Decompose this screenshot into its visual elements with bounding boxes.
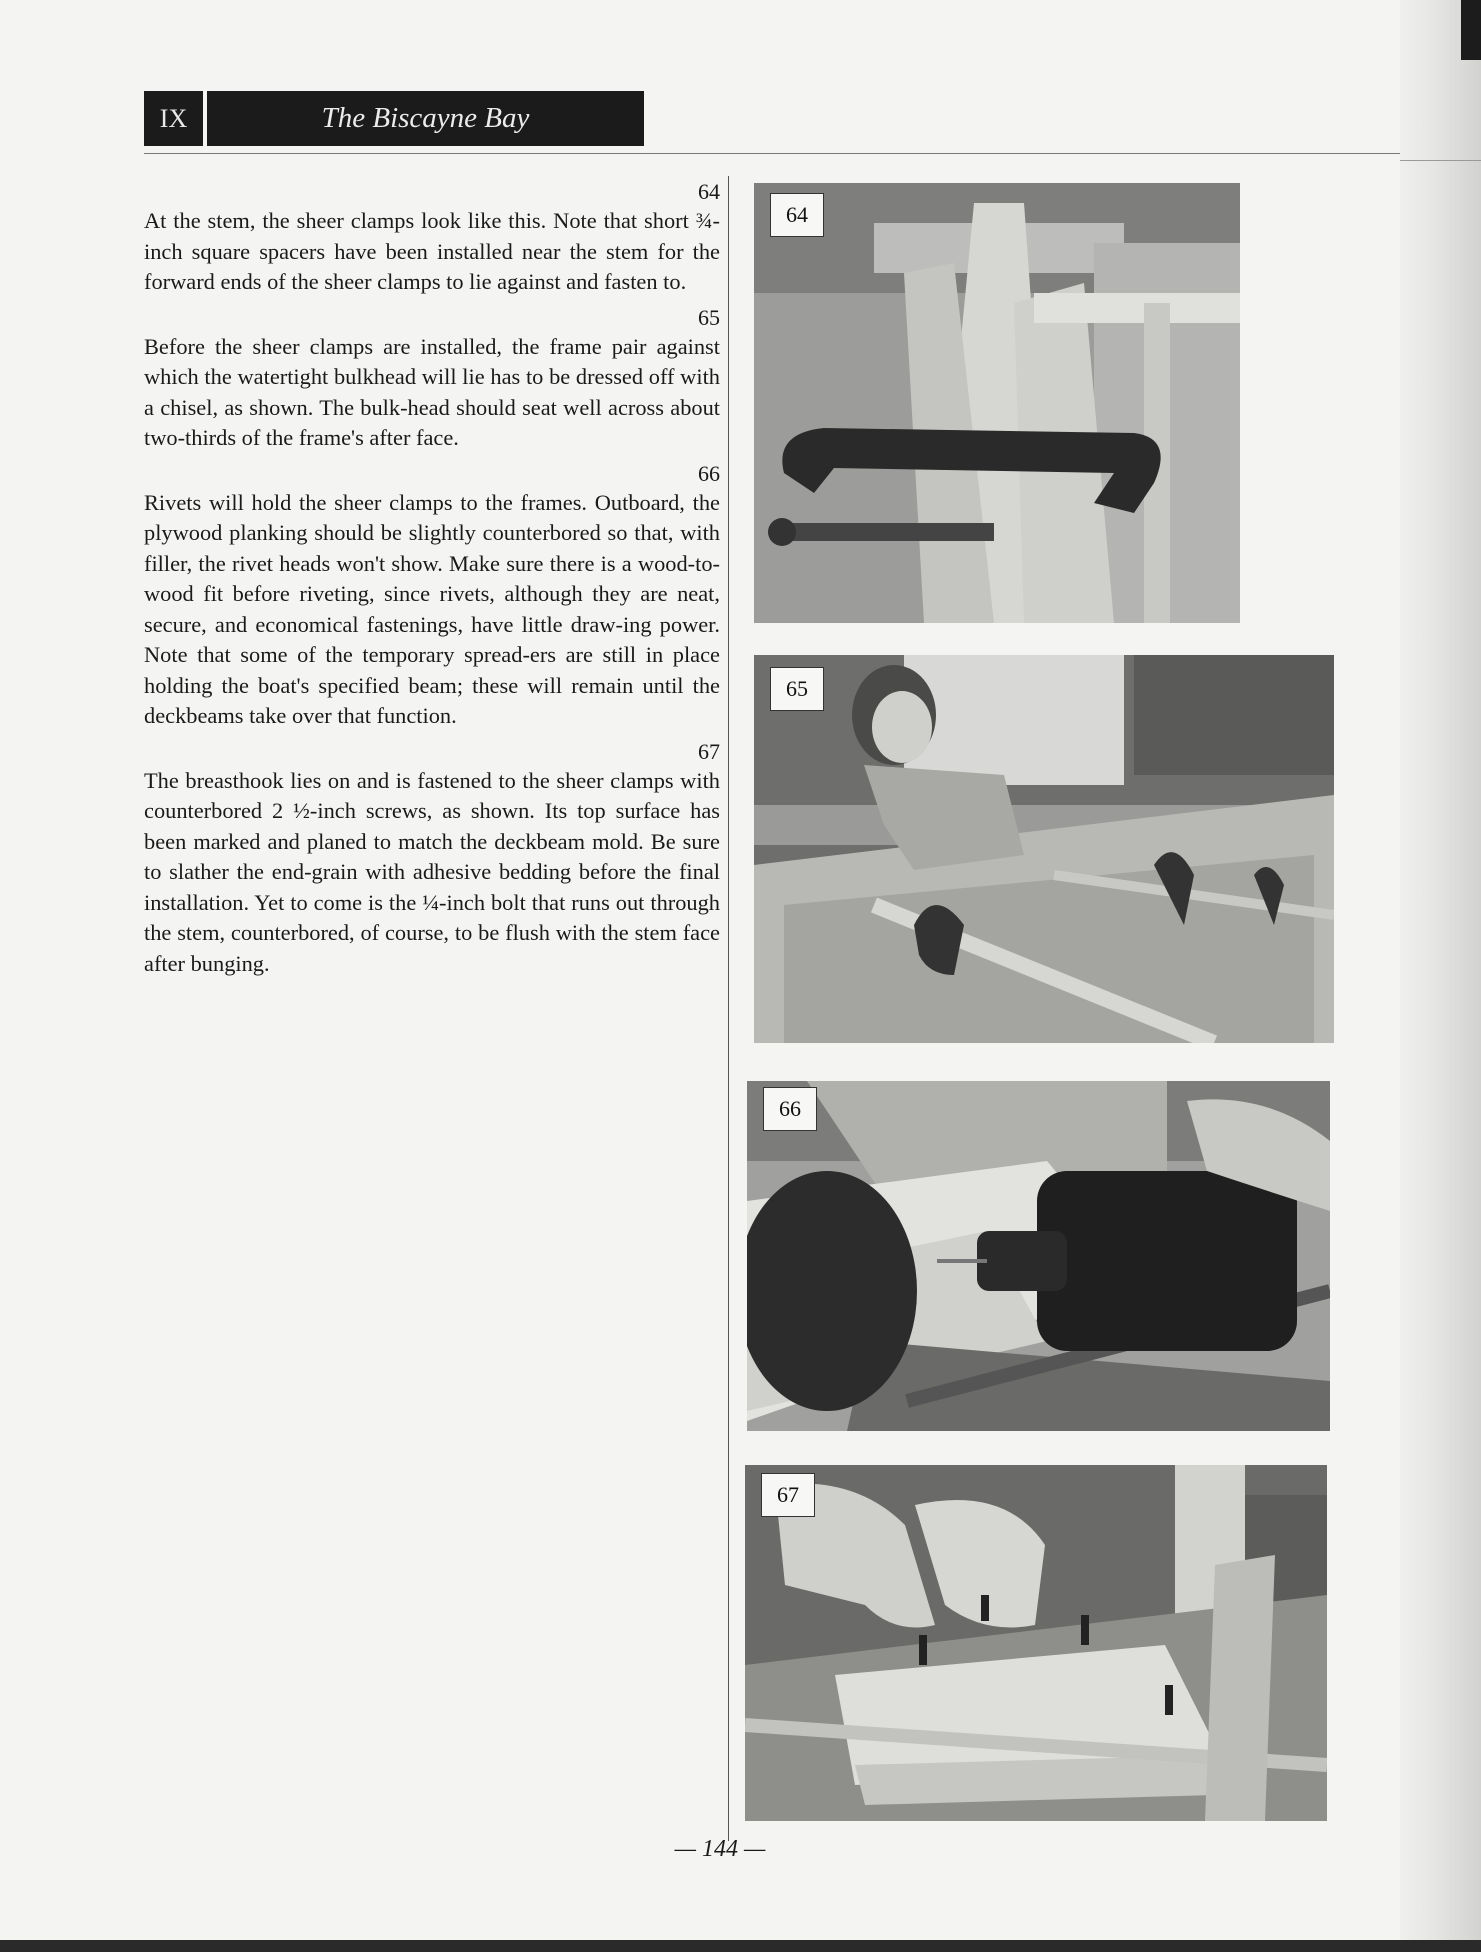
paragraph-number: 65	[698, 304, 720, 330]
text-column	[144, 178, 720, 985]
paragraph-text: Before the sheer clamps are installed, the frame pair against which the watertight bulkhead will lie has to be dressed off with a chisel, as shown. The bulk-head should seat well across about two-thirds of the frame's after face.	[144, 333, 720, 450]
photo-label: 66	[763, 1087, 817, 1131]
running-title-box	[207, 91, 644, 146]
paragraph-66	[144, 460, 720, 732]
photo-label: 65	[770, 667, 824, 711]
photo-64-illustration	[754, 183, 1240, 623]
column-divider	[728, 176, 729, 1841]
photo-67-illustration	[745, 1465, 1327, 1821]
paragraph-65	[144, 304, 720, 454]
chapter-number-box	[144, 91, 203, 146]
photo-64-stem-clamp	[754, 183, 1240, 623]
paragraph-number: 64	[698, 179, 720, 204]
running-title: The Biscayne Bay	[321, 102, 530, 134]
paragraph-64	[144, 178, 720, 298]
photo-65-chiseling-frame	[754, 655, 1334, 1043]
paragraph-number: 67	[698, 738, 720, 764]
paragraph-67	[144, 738, 720, 980]
photo-67-breasthook	[745, 1465, 1327, 1821]
paragraph-text: The breasthook lies on and is fastened to the sheer clamps with counterbored 2 ½-inch screws, as shown. Its top surface has been marked and planed to match the deckbeam mold. Be sure to slather the end-grain with adhesive bedding before the final installation. Yet to come is the ¼-inch bolt that runs out through the stem, counterbored, of course, to be flush with the stem face after bunging.	[144, 767, 720, 976]
paragraph-text: Rivets will hold the sheer clamps to the frames. Outboard, the plywood planking should be slightly counterbored so that, with filler, the rivet heads won't show. Make sure there is a wood-to-wood fit before riveting, since rivets, although they are neat, secure, and economical fastenings, have little draw-ing power. Note that some of the temporary spread-ers are still in place holding the boat's specified beam; these will remain until the deckbeams take over that function.	[144, 489, 720, 728]
paragraph-number: 66	[698, 460, 720, 486]
page-number: — 144 —	[674, 1836, 766, 1862]
photo-label: 64	[770, 193, 824, 237]
photo-label: 67	[761, 1473, 815, 1517]
photo-65-illustration	[754, 655, 1334, 1043]
scan-edge	[0, 1940, 1481, 1952]
paragraph-text: At the stem, the sheer clamps look like this. Note that short ¾-inch square spacers have been installed near the stem for the forward ends of the sheer clamps to lie against and fasten to.	[144, 208, 720, 294]
header-rule	[144, 153, 1400, 154]
photo-66-drilling-rivets	[747, 1081, 1330, 1431]
chapter-number: IX	[159, 103, 188, 133]
photo-66-illustration	[747, 1081, 1330, 1431]
facing-page-edge	[1400, 0, 1481, 1952]
